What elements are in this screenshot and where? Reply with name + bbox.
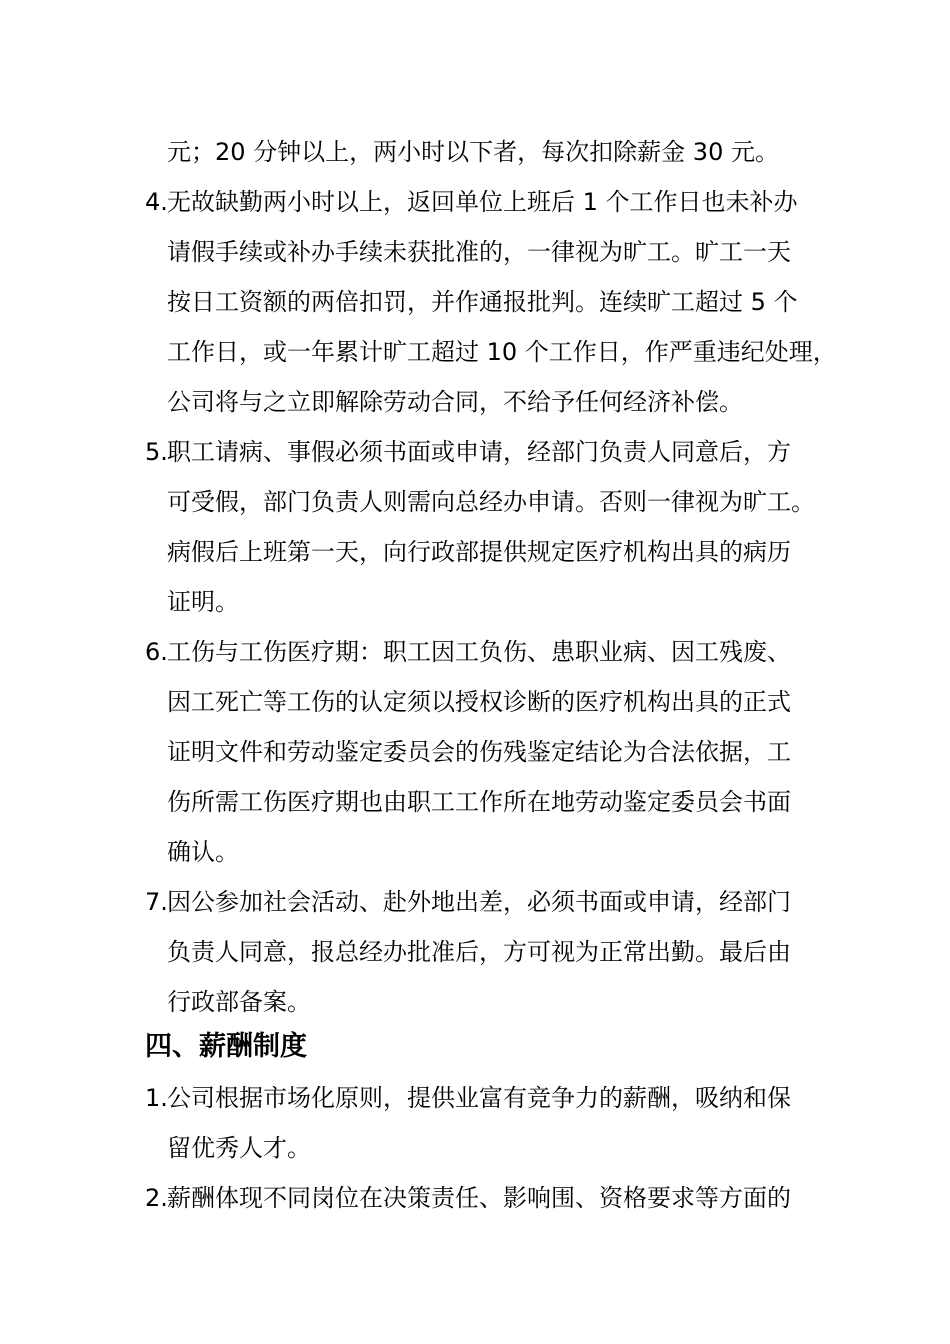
list-item <box>145 1182 791 1214</box>
list-item <box>145 186 798 218</box>
line-text: 因公参加社会活动、赴外地出差，必须书面或申请，经部门 <box>167 888 791 916</box>
line-text: 请假手续或补办手续未获批准的，一律视为旷工。旷工一天 <box>167 238 791 266</box>
text-line <box>167 736 791 768</box>
text-line <box>167 936 791 968</box>
line-text: 证明文件和劳动鉴定委员会的伤残鉴定结论为合法依据，工 <box>167 738 791 766</box>
line-text: 工作日，或一年累计旷工超过 10 个工作日，作严重违纪处理， <box>167 338 837 366</box>
line-text: 公司将与之立即解除劳动合同，不给予任何经济补偿。 <box>167 388 743 416</box>
line-text: 工伤与工伤医疗期：职工因工负伤、患职业病、因工残废、 <box>167 638 791 666</box>
list-item <box>145 1082 791 1114</box>
list-number: 1. <box>145 1084 168 1112</box>
list-number: 6. <box>145 638 168 666</box>
text-line <box>167 986 311 1018</box>
line-text: 病假后上班第一天，向行政部提供规定医疗机构出具的病历 <box>167 538 791 566</box>
line-text: 按日工资额的两倍扣罚，并作通报批判。连续旷工超过 5 个 <box>167 288 798 316</box>
text-line <box>167 336 837 368</box>
line-text: 伤所需工伤医疗期也由职工工作所在地劳动鉴定委员会书面 <box>167 788 791 816</box>
line-text: 薪酬体现不同岗位在决策责任、影响围、资格要求等方面的 <box>167 1184 791 1212</box>
list-item <box>145 636 791 668</box>
text-line <box>167 136 779 168</box>
line-text: 留优秀人才。 <box>167 1134 311 1162</box>
list-item <box>145 436 791 468</box>
line-text: 元；20 分钟以上，两小时以下者，每次扣除薪金 30 元。 <box>167 138 779 166</box>
line-text: 可受假，部门负责人则需向总经办申请。否则一律视为旷工。 <box>167 488 815 516</box>
text-line <box>167 836 239 868</box>
section-heading: 四、薪酬制度 <box>145 1031 307 1062</box>
text-line <box>167 586 239 618</box>
text-line <box>167 386 743 418</box>
line-text: 公司根据市场化原则，提供业富有竞争力的薪酬，吸纳和保 <box>167 1084 791 1112</box>
text-line <box>167 686 791 718</box>
line-text: 确认。 <box>167 838 239 866</box>
list-number: 4. <box>145 188 168 216</box>
text-line <box>167 286 798 318</box>
line-text: 行政部备案。 <box>167 988 311 1016</box>
text-line <box>167 1132 311 1164</box>
list-number: 2. <box>145 1184 168 1212</box>
list-number: 7. <box>145 888 168 916</box>
text-line <box>167 536 791 568</box>
text-line <box>167 786 791 818</box>
line-text: 证明。 <box>167 588 239 616</box>
line-text: 无故缺勤两小时以上，返回单位上班后 1 个工作日也未补办 <box>167 188 798 216</box>
line-text: 因工死亡等工伤的认定须以授权诊断的医疗机构出具的正式 <box>167 688 791 716</box>
line-text: 职工请病、事假必须书面或申请，经部门负责人同意后，方 <box>167 438 791 466</box>
list-number: 5. <box>145 438 168 466</box>
line-text: 负责人同意，报总经办批准后，方可视为正常出勤。最后由 <box>167 938 791 966</box>
text-line <box>167 486 815 518</box>
text-line <box>167 236 791 268</box>
list-item <box>145 886 791 918</box>
